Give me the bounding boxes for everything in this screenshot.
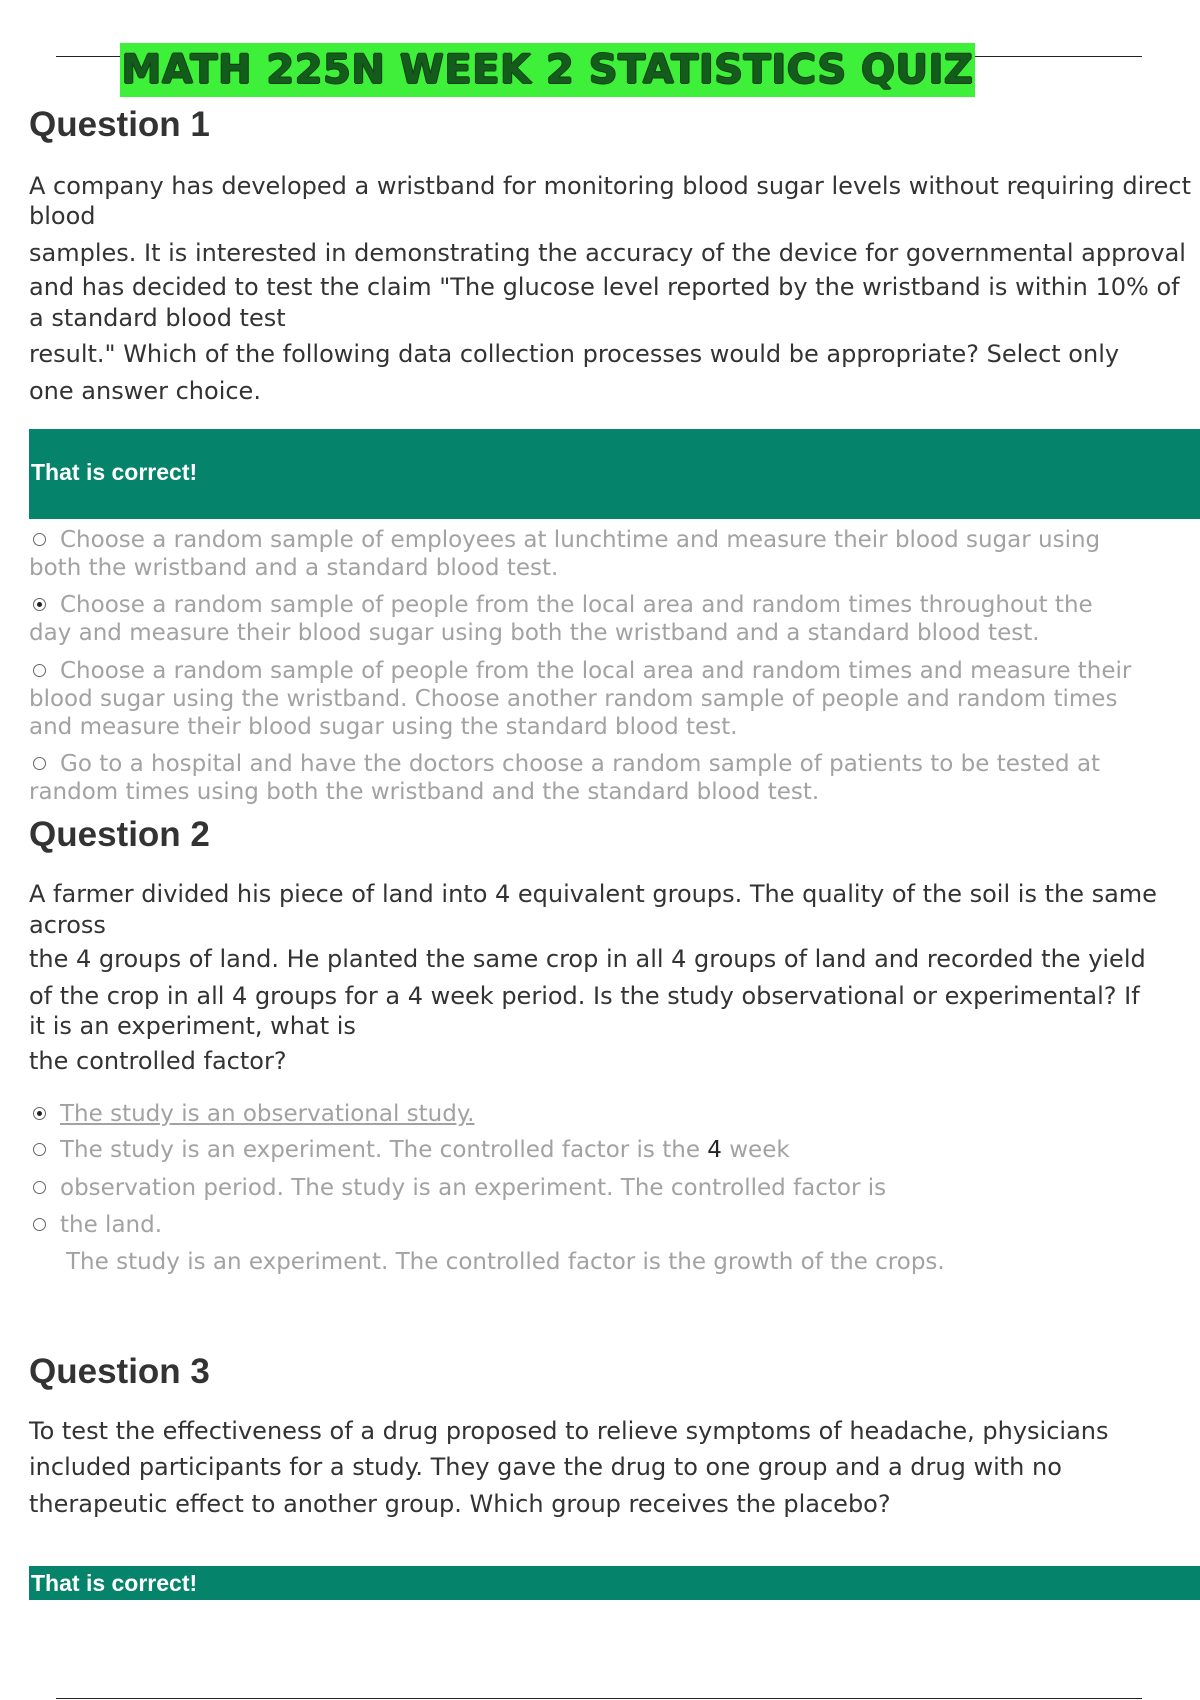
radio-button[interactable] [33,1181,46,1194]
q1-feedback-banner [29,429,1200,519]
q1-line: one answer choice. [29,377,261,405]
q3-line: therapeutic effect to another group. Which group receives the placebo? [29,1490,891,1518]
q3-feedback-banner [29,1566,1200,1600]
q2-line: of the crop in all 4 groups for a 4 week period. Is the study observational or experimental? If [29,982,1140,1010]
radio-button[interactable] [33,664,46,677]
q2-option-2[interactable]: The study is an experiment. The controlled factor is the 4 week [29,1136,1200,1164]
q1-option-4[interactable]: Go to a hospital and have the doctors choose a random sample of patients to be tested at random times using both the wristband and the standard blood test. [29,751,1101,805]
q2-line: A farmer divided his piece of land into 4 equivalent groups. The quality of the soil is the same [29,880,1157,908]
q1-line: blood [29,202,96,230]
q1-line: samples. It is interested in demonstrating the accuracy of the device for governmental approval [29,239,1186,267]
q2-line: the 4 groups of land. He planted the same crop in all 4 groups of land and recorded the yield [29,945,1146,973]
q1-line: A company has developed a wristband for monitoring blood sugar levels without requiring direct [29,172,1192,200]
q3-line: To test the effectiveness of a drug proposed to relieve symptoms of headache, physicians [29,1417,1109,1445]
question-3-heading: Question 3 [29,1352,210,1391]
quiz-title: MATH 225N WEEK 2 STATISTICS QUIZ [120,43,975,97]
question-2-heading: Question 2 [29,815,210,854]
q3-line: included participants for a study. They gave the drug to one group and a drug with no [29,1453,1062,1481]
q2-option-5-text: The study is an experiment. The controlled factor is the growth of the crops. [66,1249,945,1275]
quiz-title-banner [120,43,975,97]
q2-option-1[interactable]: The study is an observational study. [29,1100,1200,1128]
q2-option-4[interactable]: the land. [29,1211,1200,1239]
radio-button-selected[interactable] [33,598,46,611]
question-1-heading: Question 1 [29,105,210,144]
q1-option-1[interactable]: Choose a random sample of employees at lunchtime and measure their blood sugar using both the wristband and a standard blood test. [29,527,1101,581]
bottom-rule [56,1698,1142,1699]
q2-line: across [29,911,106,939]
q1-line: and has decided to test the claim "The glucose level reported by the wristband is within 10% of [29,273,1180,301]
q1-line: a standard blood test [29,304,286,332]
q1-line: result." Which of the following data collection processes would be appropriate? Select only [29,340,1120,368]
q2-line: it is an experiment, what is [29,1012,356,1040]
radio-button[interactable] [33,1218,46,1231]
q1-option-3[interactable]: Choose a random sample of people from the local area and random times and measure their blood sugar using the wristband. Choose another random sample of people and random times and measure their blood sugar using the standard blood test. [29,658,1132,740]
q3-feedback-text: That is correct! [31,1570,198,1596]
q1-feedback-text: That is correct! [31,459,198,485]
q2-line: the controlled factor? [29,1047,287,1075]
q2-option-3[interactable]: observation period. The study is an experiment. The controlled factor is [29,1174,1200,1202]
radio-button[interactable] [33,533,46,546]
q1-option-2[interactable]: Choose a random sample of people from the local area and random times throughout the day and measure their blood sugar using both the wristband and a standard blood test. [29,592,1093,646]
radio-button[interactable] [33,1143,46,1156]
radio-button-selected[interactable] [33,1107,46,1120]
radio-button[interactable] [33,757,46,770]
